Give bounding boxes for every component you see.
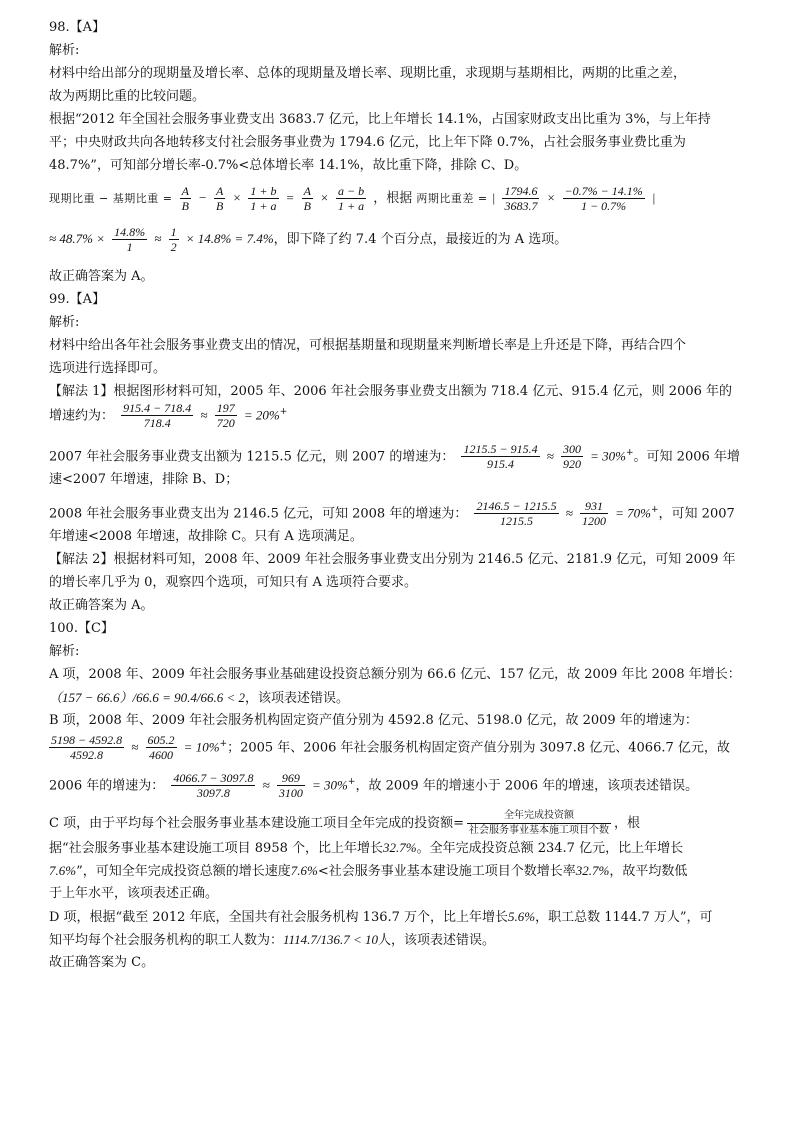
q100-option-b-line2: $\frac{5198 - 4592.8}{4592.8}$ ≈ $\frac{605.2}{4600}$ = 10%+；2005 年、2006 年社会服务机构固定资产值分别为 3097.8 亿元、4066.7 亿元，故 — [51, 733, 730, 763]
q98-title: 98.【A】 — [49, 20, 106, 35]
fraction-1-over-2: $\frac{1}{2}$ — [170, 225, 177, 254]
q99-method1-line4: 速<2007 年增速，排除 B、D； — [49, 472, 239, 487]
q99-conclusion: 故正确答案为 A。 — [49, 598, 154, 613]
fraction-969-over-3100: $\frac{969}{3100}$ — [278, 771, 303, 801]
q99-analysis-label: 解析: — [49, 315, 80, 330]
q100-option-a-line2: （157 − 66.6）/66.6 = 90.4/66.6 < 2，该项表述错误。 — [49, 690, 350, 706]
q99-method1-line2: 增速约为： $\frac{915.4 - 718.4}{718.4}$ ≈ $\frac{197}{720}$ = 20%+ — [49, 401, 288, 431]
fraction-a-over-b: $\frac{A}{B}$ — [181, 184, 189, 213]
fraction-avg-investment: $\frac{\text{全年完成投资额}}{\text{社会服务事业基本施工项目个数}}$ — [468, 810, 609, 836]
q100-option-d-line1: D 项，根据“截至 2012 年底，全国共有社会服务机构 136.7 万个，比上年增长5.6%，职工总数 1144.7 万人”，可 — [49, 909, 713, 925]
fraction-2007-growth: $\frac{1215.5 - 915.4}{915.4}$ — [463, 442, 538, 472]
fraction-931-over-1200: $\frac{931}{1200}$ — [582, 499, 606, 529]
fraction-14-8-over-1: $\frac{14.8\%}{1}$ — [114, 225, 146, 254]
fraction-amb-over-1pa: $\frac{a - b}{1 + a}$ — [337, 184, 365, 213]
q100-option-d-line2: 知平均每个社会服务机构的职工人数为：1114.7/136.7 < 10人，该项表述错误。 — [49, 932, 495, 948]
q99-method1-line5: 2008 年社会服务事业费支出为 2146.5 亿元，可知 2008 年的增速为： $\frac{2146.5 - 1215.5}{1215.5}$ ≈ $\frac{931}{1200}$ = 70%+，可知 2007 — [49, 499, 735, 529]
fraction-1pb-over-1pa: $\frac{1 + b}{1 + a}$ — [250, 184, 277, 213]
q99-method2-line1: 【解法 2】根据材料可知，2008 年、2009 年社会服务事业费支出分别为 2146.5 亿元、2181.9 亿元，可知 2009 年 — [49, 552, 736, 567]
fraction-growth-diff: $\frac{-0.7\% - 14.1\%}{1 - 0.7\%}$ — [564, 184, 643, 213]
q100-option-b-line1: B 项，2008 年、2009 年社会服务机构固定资产值分别为 4592.8 亿元、5198.0 亿元，故 2009 年的增速为： — [49, 713, 698, 728]
q100-option-b-line3: 2006 年的增速为： $\frac{4066.7 - 3097.8}{3097.8}$ ≈ $\frac{969}{3100}$ = 30%+，故 2009 年的增速小于 2006 年的增速，该项表述错误。 — [49, 771, 699, 801]
fraction-197-over-720: $\frac{197}{720}$ — [216, 401, 235, 431]
fraction-2006-growth: $\frac{915.4 - 718.4}{718.4}$ — [123, 401, 192, 431]
q98-analysis-label: 解析: — [49, 43, 80, 58]
fraction-a-over-b-3: $\frac{A}{B}$ — [303, 184, 311, 213]
q100-option-c-line1: C 项，由于平均每个社会服务事业基本建设施工项目全年完成的投资额= $\frac{\text{全年完成投资额}}{\text{社会服务事业基本施工项目个数}}$ ，根 — [49, 810, 640, 836]
q98-formula-line2: ≈ 48.7% × $\frac{14.8\%}{1}$ ≈ $\frac{1}{2}$ × 14.8% = 7.4%，即下降了约 7.4 个百分点，最接近的为 A 选项。 — [49, 225, 568, 254]
fraction-a-over-b-2: $\frac{A}{B}$ — [215, 184, 224, 213]
q98-para2-line3: 48.7%”，可知部分增长率-0.7%<总体增长率 14.1%，故比重下降，排除 C、D。 — [49, 158, 528, 173]
q100-title: 100.【C】 — [49, 621, 114, 636]
q99-method2-line2: 的增长率几乎为 0，观察四个选项，可知只有 A 选项符合要求。 — [49, 575, 418, 590]
q98-para1-line1: 材料中给出部分的现期量及增长率、总体的现期量及增长率、现期比重，求现期与基期相比，两期的比重之差， — [49, 66, 687, 81]
fraction-300-over-920: $\frac{300}{920}$ — [563, 442, 581, 472]
q99-method1-line1: 【解法 1】根据图形材料可知，2005 年、2006 年社会服务事业费支出额为 718.4 亿元、915.4 亿元，则 2006 年的 — [49, 384, 733, 399]
q100-conclusion: 故正确答案为 C。 — [49, 955, 155, 970]
q99-para1-line1: 材料中给出各年社会服务事业费支出的情况，可根据基期量和现期量来判断增长率是上升还是下降，再结合四个 — [49, 338, 687, 353]
q99-title: 99.【A】 — [49, 292, 106, 307]
q98-para1-line2: 故为两期比重的比较问题。 — [49, 89, 206, 104]
formula-label-diff: 两期比重差 = — [416, 192, 488, 205]
q99-method1-line6: 年增速<2008 年增速，故排除 C。只有 A 选项满足。 — [49, 529, 363, 544]
q98-conclusion: 故正确答案为 A。 — [49, 269, 154, 284]
q100-option-c-line4: 于上年水平，该项表述正确。 — [49, 886, 219, 901]
q99-para1-line2: 选项进行选择即可。 — [49, 361, 167, 376]
q98-formula-line1: 现期比重 − 基期比重 = $\frac{A}{B}$ − $\frac{A}{B}$ × $\frac{1 + b}{1 + a}$ = $\frac{A}{B}$ × $\frac{a - b}{1 + a}$ ，根据 两期比重差 = | $\frac{1794.6}{3683.7}$ × $\frac{-0.7\% - 14.1\%}{1 - 0.7\%}$ | — [49, 184, 656, 213]
fraction-1794-over-3683: $\frac{1794.6}{3683.7}$ — [504, 184, 538, 213]
q100-option-c-line3: 7.6%”，可知全年完成投资总额的增长速度7.6%<社会服务事业基本建设施工项目个数增长率32.7%，故平均数低 — [49, 863, 688, 879]
q100-option-c-line2: 据“社会服务事业基本建设施工项目 8958 个，比上年增长32.7%。全年完成投资总额 234.7 亿元，比上年增长 — [49, 840, 684, 856]
q100-option-a-line1: A 项，2008 年、2009 年社会服务事业基础建设投资总额分别为 66.6 亿元、157 亿元，故 2009 年比 2008 年增长： — [49, 667, 741, 682]
q99-method1-line3: 2007 年社会服务事业费支出额为 1215.5 亿元，则 2007 的增速为： $\frac{1215.5 - 915.4}{915.4}$ ≈ $\frac{300}{920}$ = 30%+。可知 2006 年增 — [49, 442, 740, 472]
q100-analysis-label: 解析: — [49, 644, 80, 659]
q98-para2-line1: 根据“2012 年全国社会服务事业费支出 3683.7 亿元，比上年增长 14.1%，占国家财政支出比重为 3%，与上年持 — [49, 112, 711, 127]
fraction-605-over-4600: $\frac{605.2}{4600}$ — [147, 733, 175, 763]
fraction-2006-asset-growth: $\frac{4066.7 - 3097.8}{3097.8}$ — [173, 771, 254, 801]
fraction-2009-asset-growth: $\frac{5198 - 4592.8}{4592.8}$ — [51, 733, 123, 763]
q98-para2-line2: 平；中央财政共向各地转移支付社会服务事业费为 1794.6 亿元，比上年下降 0.7%，占社会服务事业费比重为 — [49, 135, 686, 150]
formula-label-current-minus-base: 现期比重 − 基期比重 = — [49, 192, 173, 205]
fraction-2008-growth: $\frac{2146.5 - 1215.5}{1215.5}$ — [476, 499, 557, 529]
